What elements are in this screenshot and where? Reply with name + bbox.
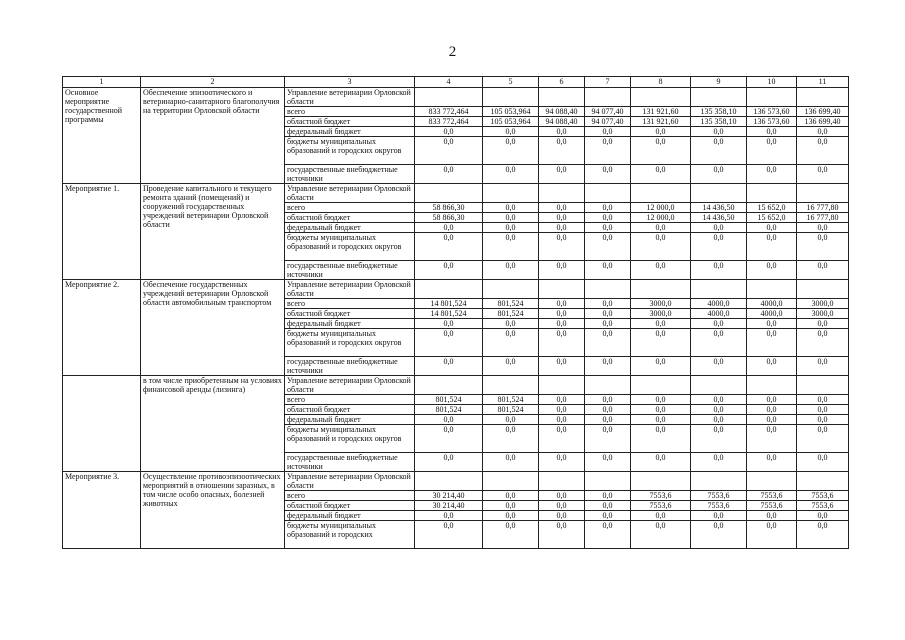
amount-cell: 0,0 [585, 309, 631, 319]
amount-cell: 136 573,60 [747, 117, 797, 127]
activity-description: Осуществление противоэпизоотических мероприятий в отношении заразных, в том числе особо опасных, болезней животных [141, 472, 285, 549]
amount-cell: 801,524 [415, 395, 483, 405]
amount-cell: 14 436,50 [691, 203, 747, 213]
amount-cell: 0,0 [539, 357, 585, 376]
amount-cell: 0,0 [415, 357, 483, 376]
amount-cell: 0,0 [631, 127, 691, 137]
amount-cell: 0,0 [691, 127, 747, 137]
amount-cell: 0,0 [539, 137, 585, 165]
amount-cell: 0,0 [483, 501, 539, 511]
amount-cell: 0,0 [483, 137, 539, 165]
funding-source-label: всего [285, 299, 415, 309]
amount-cell: 0,0 [747, 319, 797, 329]
amount-cell: 0,0 [415, 511, 483, 521]
amount-cell: 0,0 [797, 319, 849, 329]
amount-cell [747, 184, 797, 203]
amount-cell: 0,0 [483, 319, 539, 329]
amount-cell: 0,0 [797, 329, 849, 357]
amount-cell: 0,0 [631, 395, 691, 405]
amount-cell [539, 376, 585, 395]
column-header: 3 [285, 77, 415, 88]
amount-cell: 16 777,80 [797, 203, 849, 213]
amount-cell: 136 699,40 [797, 107, 849, 117]
funding-source-label: бюджеты муниципальных образований и городских [285, 521, 415, 549]
amount-cell: 105 053,964 [483, 107, 539, 117]
activity-title: Мероприятие 1. [63, 184, 141, 280]
amount-cell: 0,0 [797, 395, 849, 405]
amount-cell: 58 866,30 [415, 213, 483, 223]
amount-cell: 0,0 [415, 165, 483, 184]
amount-cell [631, 280, 691, 299]
amount-cell: 0,0 [415, 127, 483, 137]
amount-cell [797, 184, 849, 203]
funding-source-label: областной бюджет [285, 117, 415, 127]
amount-cell: 7553,6 [797, 501, 849, 511]
amount-cell: 0,0 [415, 137, 483, 165]
amount-cell: 0,0 [415, 261, 483, 280]
amount-cell: 0,0 [797, 521, 849, 549]
amount-cell: 0,0 [539, 299, 585, 309]
funding-source-label: государственные внебюджетные источники [285, 453, 415, 472]
amount-cell: 0,0 [631, 319, 691, 329]
amount-cell: 0,0 [483, 521, 539, 549]
column-header: 11 [797, 77, 849, 88]
amount-cell: 0,0 [585, 415, 631, 425]
amount-cell: 0,0 [483, 233, 539, 261]
amount-cell: 0,0 [747, 511, 797, 521]
amount-cell: 4000,0 [747, 299, 797, 309]
amount-cell: 0,0 [415, 233, 483, 261]
amount-cell [747, 472, 797, 491]
funding-source-label: государственные внебюджетные источники [285, 165, 415, 184]
budget-table [62, 76, 849, 549]
amount-cell: 0,0 [483, 453, 539, 472]
amount-cell: 14 801,524 [415, 299, 483, 309]
funding-source-label: государственные внебюджетные источники [285, 357, 415, 376]
amount-cell: 7553,6 [747, 501, 797, 511]
amount-cell: 0,0 [631, 329, 691, 357]
amount-cell: 0,0 [539, 319, 585, 329]
column-header: 10 [747, 77, 797, 88]
amount-cell: 0,0 [631, 405, 691, 415]
amount-cell [797, 376, 849, 395]
amount-cell [631, 376, 691, 395]
amount-cell: 0,0 [747, 233, 797, 261]
funding-source-label: федеральный бюджет [285, 511, 415, 521]
amount-cell: 94 077,40 [585, 117, 631, 127]
amount-cell: 0,0 [691, 223, 747, 233]
amount-cell: 0,0 [539, 329, 585, 357]
funding-source-label: всего [285, 395, 415, 405]
column-header: 7 [585, 77, 631, 88]
amount-cell: 0,0 [797, 233, 849, 261]
activity-title [63, 376, 141, 472]
table-row [63, 88, 849, 107]
activity-description: Обеспечение государственных учреждений ветеринарии Орловской области автомобильным транспортом [141, 280, 285, 376]
amount-cell: 0,0 [483, 329, 539, 357]
amount-cell: 0,0 [585, 491, 631, 501]
amount-cell: 0,0 [747, 405, 797, 415]
amount-cell: 7553,6 [631, 501, 691, 511]
table-row [63, 280, 849, 299]
amount-cell: 94 088,40 [539, 107, 585, 117]
amount-cell: 0,0 [631, 453, 691, 472]
amount-cell [691, 88, 747, 107]
amount-cell: 0,0 [539, 491, 585, 501]
amount-cell: 135 358,10 [691, 107, 747, 117]
amount-cell: 0,0 [585, 405, 631, 415]
amount-cell: 0,0 [691, 233, 747, 261]
amount-cell: 0,0 [483, 357, 539, 376]
amount-cell: 0,0 [747, 453, 797, 472]
amount-cell [415, 88, 483, 107]
funding-source-label: всего [285, 491, 415, 501]
amount-cell [415, 184, 483, 203]
activity-description: Обеспечение эпизоотического и ветеринарно-санитарного благополучия на территории Орловской области [141, 88, 285, 184]
amount-cell: 0,0 [797, 357, 849, 376]
funding-source-label: областной бюджет [285, 501, 415, 511]
amount-cell: 0,0 [585, 233, 631, 261]
amount-cell: 0,0 [483, 415, 539, 425]
amount-cell: 0,0 [585, 203, 631, 213]
amount-cell [747, 280, 797, 299]
amount-cell: 136 573,60 [747, 107, 797, 117]
amount-cell: 0,0 [585, 165, 631, 184]
amount-cell [483, 472, 539, 491]
amount-cell: 0,0 [415, 329, 483, 357]
table-row [63, 376, 849, 395]
amount-cell: 0,0 [585, 137, 631, 165]
amount-cell: 131 921,60 [631, 117, 691, 127]
amount-cell: 0,0 [797, 127, 849, 137]
amount-cell: 0,0 [747, 521, 797, 549]
amount-cell: 0,0 [585, 501, 631, 511]
amount-cell: 7553,6 [631, 491, 691, 501]
amount-cell: 0,0 [691, 165, 747, 184]
amount-cell: 0,0 [691, 521, 747, 549]
amount-cell: 58 866,30 [415, 203, 483, 213]
amount-cell: 0,0 [691, 357, 747, 376]
amount-cell: 0,0 [747, 395, 797, 405]
activity-title: Основное мероприятие государственной программы [63, 88, 141, 184]
amount-cell: 0,0 [415, 425, 483, 453]
amount-cell: 94 088,40 [539, 117, 585, 127]
amount-cell: 0,0 [691, 405, 747, 415]
funding-source-label: бюджеты муниципальных образований и городских округов [285, 425, 415, 453]
funding-source-label: областной бюджет [285, 213, 415, 223]
amount-cell [539, 88, 585, 107]
amount-cell: 0,0 [585, 329, 631, 357]
amount-cell: 0,0 [631, 223, 691, 233]
amount-cell [483, 376, 539, 395]
column-header: 6 [539, 77, 585, 88]
amount-cell: 0,0 [631, 233, 691, 261]
table-row [63, 472, 849, 491]
amount-cell: 0,0 [691, 425, 747, 453]
amount-cell [585, 472, 631, 491]
amount-cell: 0,0 [539, 213, 585, 223]
amount-cell [483, 88, 539, 107]
amount-cell: 0,0 [539, 165, 585, 184]
funding-source-label: федеральный бюджет [285, 223, 415, 233]
amount-cell: 0,0 [539, 511, 585, 521]
amount-cell: 0,0 [747, 357, 797, 376]
amount-cell: 0,0 [747, 329, 797, 357]
activity-description: в том числе приобретенным на условиях финансовой аренды (лизинга) [141, 376, 285, 472]
amount-cell [691, 184, 747, 203]
amount-cell [691, 280, 747, 299]
amount-cell: 30 214,40 [415, 491, 483, 501]
funding-source-label: Управление ветеринарии Орловской области [285, 184, 415, 203]
amount-cell [631, 184, 691, 203]
funding-source-label: бюджеты муниципальных образований и городских округов [285, 137, 415, 165]
amount-cell [631, 88, 691, 107]
funding-source-label: бюджеты муниципальных образований и городских округов [285, 233, 415, 261]
funding-source-label: Управление ветеринарии Орловской области [285, 280, 415, 299]
activity-title: Мероприятие 2. [63, 280, 141, 376]
amount-cell: 0,0 [797, 415, 849, 425]
funding-source-label: Управление ветеринарии Орловской области [285, 376, 415, 395]
amount-cell: 0,0 [539, 415, 585, 425]
amount-cell [483, 184, 539, 203]
amount-cell: 0,0 [747, 425, 797, 453]
amount-cell: 0,0 [747, 137, 797, 165]
funding-source-label: федеральный бюджет [285, 415, 415, 425]
funding-source-label: федеральный бюджет [285, 319, 415, 329]
amount-cell: 0,0 [691, 511, 747, 521]
amount-cell: 0,0 [585, 223, 631, 233]
column-header: 8 [631, 77, 691, 88]
amount-cell: 0,0 [415, 521, 483, 549]
amount-cell: 0,0 [415, 319, 483, 329]
amount-cell [797, 280, 849, 299]
amount-cell [631, 472, 691, 491]
funding-source-label: бюджеты муниципальных образований и городских округов [285, 329, 415, 357]
funding-source-label: федеральный бюджет [285, 127, 415, 137]
amount-cell: 0,0 [631, 415, 691, 425]
amount-cell: 801,524 [483, 299, 539, 309]
amount-cell: 0,0 [691, 395, 747, 405]
amount-cell: 0,0 [631, 261, 691, 280]
amount-cell: 0,0 [539, 233, 585, 261]
amount-cell: 0,0 [483, 223, 539, 233]
amount-cell: 0,0 [539, 501, 585, 511]
amount-cell: 0,0 [415, 223, 483, 233]
funding-source-label: Управление ветеринарии Орловской области [285, 88, 415, 107]
amount-cell: 3000,0 [797, 309, 849, 319]
amount-cell: 94 077,40 [585, 107, 631, 117]
amount-cell: 7553,6 [691, 501, 747, 511]
amount-cell: 833 772,464 [415, 107, 483, 117]
amount-cell: 0,0 [797, 405, 849, 415]
amount-cell: 0,0 [747, 127, 797, 137]
amount-cell: 0,0 [539, 223, 585, 233]
amount-cell: 0,0 [539, 405, 585, 415]
amount-cell: 0,0 [797, 511, 849, 521]
table-row [63, 184, 849, 203]
funding-source-label: областной бюджет [285, 309, 415, 319]
amount-cell: 0,0 [631, 137, 691, 165]
amount-cell [797, 472, 849, 491]
amount-cell: 0,0 [631, 425, 691, 453]
amount-cell: 0,0 [415, 453, 483, 472]
amount-cell: 0,0 [797, 137, 849, 165]
amount-cell: 0,0 [585, 425, 631, 453]
amount-cell [691, 376, 747, 395]
amount-cell: 0,0 [483, 213, 539, 223]
amount-cell: 0,0 [585, 261, 631, 280]
amount-cell: 0,0 [747, 415, 797, 425]
column-header: 5 [483, 77, 539, 88]
amount-cell: 0,0 [691, 415, 747, 425]
amount-cell: 0,0 [483, 425, 539, 453]
amount-cell: 0,0 [631, 357, 691, 376]
amount-cell: 0,0 [797, 223, 849, 233]
amount-cell: 12 000,0 [631, 203, 691, 213]
amount-cell: 0,0 [539, 127, 585, 137]
amount-cell: 4000,0 [747, 309, 797, 319]
amount-cell: 0,0 [483, 127, 539, 137]
amount-cell: 801,524 [483, 395, 539, 405]
amount-cell: 0,0 [539, 203, 585, 213]
amount-cell: 0,0 [747, 165, 797, 184]
amount-cell: 0,0 [585, 357, 631, 376]
amount-cell [539, 472, 585, 491]
amount-cell: 136 699,40 [797, 117, 849, 127]
amount-cell: 0,0 [691, 453, 747, 472]
amount-cell [415, 376, 483, 395]
amount-cell: 0,0 [539, 425, 585, 453]
amount-cell [797, 88, 849, 107]
funding-source-label: областной бюджет [285, 405, 415, 415]
amount-cell: 15 652,0 [747, 213, 797, 223]
amount-cell: 0,0 [691, 137, 747, 165]
funding-source-label: Управление ветеринарии Орловской области [285, 472, 415, 491]
amount-cell: 0,0 [691, 261, 747, 280]
amount-cell: 0,0 [797, 425, 849, 453]
amount-cell [585, 88, 631, 107]
amount-cell: 0,0 [539, 521, 585, 549]
amount-cell: 7553,6 [747, 491, 797, 501]
amount-cell: 131 921,60 [631, 107, 691, 117]
amount-cell: 3000,0 [631, 299, 691, 309]
amount-cell: 0,0 [539, 395, 585, 405]
amount-cell: 801,524 [415, 405, 483, 415]
amount-cell: 0,0 [631, 511, 691, 521]
amount-cell [747, 88, 797, 107]
amount-cell: 7553,6 [797, 491, 849, 501]
amount-cell: 833 772,464 [415, 117, 483, 127]
column-header: 9 [691, 77, 747, 88]
amount-cell: 0,0 [585, 299, 631, 309]
amount-cell [539, 280, 585, 299]
amount-cell: 0,0 [797, 261, 849, 280]
amount-cell: 0,0 [539, 453, 585, 472]
funding-source-label: государственные внебюджетные источники [285, 261, 415, 280]
amount-cell: 15 652,0 [747, 203, 797, 213]
header-row [63, 77, 849, 88]
amount-cell [747, 376, 797, 395]
amount-cell: 14 801,524 [415, 309, 483, 319]
amount-cell: 0,0 [585, 521, 631, 549]
amount-cell: 135 358,10 [691, 117, 747, 127]
amount-cell: 0,0 [585, 319, 631, 329]
amount-cell: 4000,0 [691, 299, 747, 309]
page-number: 2 [448, 44, 457, 60]
amount-cell [539, 184, 585, 203]
funding-source-label: всего [285, 203, 415, 213]
amount-cell [585, 184, 631, 203]
amount-cell [691, 472, 747, 491]
amount-cell: 0,0 [483, 261, 539, 280]
amount-cell: 0,0 [585, 213, 631, 223]
amount-cell: 14 436,50 [691, 213, 747, 223]
amount-cell: 3000,0 [797, 299, 849, 309]
amount-cell: 105 053,964 [483, 117, 539, 127]
amount-cell: 801,524 [483, 309, 539, 319]
amount-cell: 0,0 [483, 491, 539, 501]
amount-cell [415, 280, 483, 299]
amount-cell: 0,0 [585, 395, 631, 405]
amount-cell: 0,0 [691, 319, 747, 329]
amount-cell: 4000,0 [691, 309, 747, 319]
amount-cell: 0,0 [691, 329, 747, 357]
amount-cell: 12 000,0 [631, 213, 691, 223]
amount-cell [585, 376, 631, 395]
amount-cell: 0,0 [747, 223, 797, 233]
amount-cell: 0,0 [415, 415, 483, 425]
funding-source-label: всего [285, 107, 415, 117]
amount-cell: 0,0 [483, 203, 539, 213]
amount-cell: 0,0 [585, 511, 631, 521]
amount-cell: 0,0 [631, 521, 691, 549]
activity-description: Проведение капитального и текущего ремонта зданий (помещений) и сооружений государственных учреждений ветеринарии Орловской области [141, 184, 285, 280]
amount-cell [483, 280, 539, 299]
amount-cell: 30 214,40 [415, 501, 483, 511]
amount-cell: 0,0 [585, 127, 631, 137]
amount-cell: 16 777,80 [797, 213, 849, 223]
activity-title: Мероприятие 3. [63, 472, 141, 549]
amount-cell: 0,0 [539, 261, 585, 280]
amount-cell: 7553,6 [691, 491, 747, 501]
amount-cell: 0,0 [797, 453, 849, 472]
amount-cell: 0,0 [539, 309, 585, 319]
column-header: 4 [415, 77, 483, 88]
amount-cell: 801,524 [483, 405, 539, 415]
amount-cell [415, 472, 483, 491]
amount-cell [585, 280, 631, 299]
amount-cell: 0,0 [631, 165, 691, 184]
amount-cell: 3000,0 [631, 309, 691, 319]
amount-cell: 0,0 [483, 165, 539, 184]
amount-cell: 0,0 [483, 511, 539, 521]
column-header: 1 [63, 77, 141, 88]
column-header: 2 [141, 77, 285, 88]
amount-cell: 0,0 [747, 261, 797, 280]
amount-cell: 0,0 [585, 453, 631, 472]
amount-cell: 0,0 [797, 165, 849, 184]
